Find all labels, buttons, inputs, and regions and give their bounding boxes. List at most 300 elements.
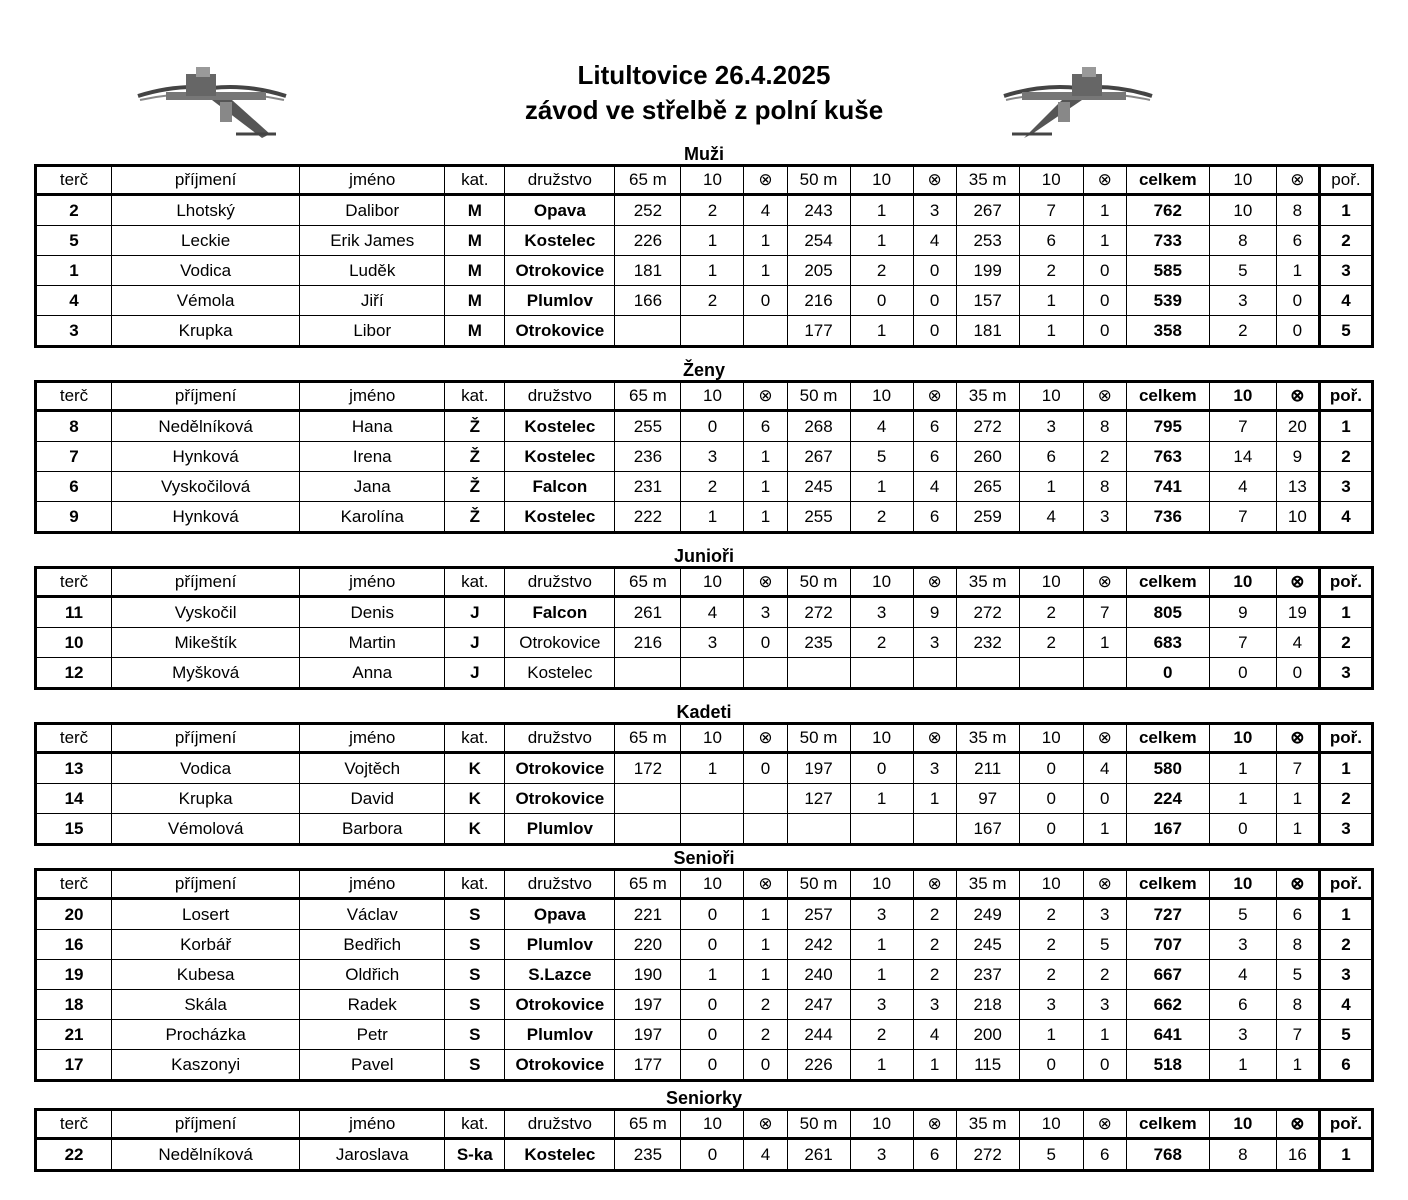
cell-num: 3 <box>850 1139 913 1171</box>
cell-num: 0 <box>681 930 744 960</box>
column-header: 10 <box>1019 870 1083 899</box>
cell-terc: 15 <box>36 814 112 845</box>
column-header: ⊗ <box>744 382 787 411</box>
cell-x: 1 <box>744 502 787 533</box>
cell-firstname: Luděk <box>300 256 445 286</box>
cell-rank: 4 <box>1319 502 1372 533</box>
cell-num: 5 <box>850 442 913 472</box>
cell-x: 1 <box>1083 195 1126 226</box>
cell-surname: Kubesa <box>112 960 300 990</box>
cell-num: 1 <box>1019 472 1083 502</box>
column-header: družstvo <box>505 568 615 597</box>
cell-num: 10 <box>1209 195 1276 226</box>
column-header: 65 m <box>615 724 681 753</box>
cell-cat: Ž <box>445 472 505 502</box>
results-table <box>34 868 1374 1082</box>
cell-terc: 18 <box>36 990 112 1020</box>
category-title: Muži <box>684 144 724 164</box>
cell-x: 0 <box>1083 256 1126 286</box>
table-row <box>36 226 1373 256</box>
cell-firstname: Anna <box>300 658 445 689</box>
cell-num: 0 <box>681 990 744 1020</box>
cell-num: 9 <box>1209 597 1276 628</box>
cell-num <box>681 814 744 845</box>
column-header: terč <box>36 1110 112 1139</box>
cell-xx: 0 <box>1276 316 1319 347</box>
cell-x: 8 <box>1083 411 1126 442</box>
column-header: 10 <box>1209 870 1276 899</box>
cell-num: 245 <box>956 930 1019 960</box>
column-header: jméno <box>300 724 445 753</box>
cell-firstname: Barbora <box>300 814 445 845</box>
table-row <box>36 990 1373 1020</box>
cell-surname: Vémolová <box>112 814 300 845</box>
cell-x: 3 <box>744 597 787 628</box>
cell-terc: 2 <box>36 195 112 226</box>
cell-terc: 6 <box>36 472 112 502</box>
cell-rank: 1 <box>1319 899 1372 930</box>
cell-num: 0 <box>681 899 744 930</box>
cell-num: 254 <box>787 226 850 256</box>
category-section <box>34 702 1374 846</box>
cell-x <box>744 316 787 347</box>
cell-num: 166 <box>615 286 681 316</box>
cell-num: 2 <box>1209 316 1276 347</box>
cell-total: 727 <box>1126 899 1209 930</box>
cell-num: 1 <box>1019 286 1083 316</box>
column-header: ⊗ <box>913 166 956 195</box>
cell-x: 3 <box>1083 899 1126 930</box>
cell-team: Otrokovice <box>505 256 615 286</box>
cell-x <box>1083 658 1126 689</box>
cell-total: 585 <box>1126 256 1209 286</box>
cell-num: 272 <box>956 597 1019 628</box>
table-header-row <box>36 870 1373 899</box>
cell-num: 272 <box>787 597 850 628</box>
table-row <box>36 411 1373 442</box>
cell-surname: Hynková <box>112 442 300 472</box>
cell-firstname: Oldřich <box>300 960 445 990</box>
cell-terc: 12 <box>36 658 112 689</box>
column-header: ⊗ <box>1083 724 1126 753</box>
cell-firstname: Dalibor <box>300 195 445 226</box>
cell-num: 267 <box>787 442 850 472</box>
column-header: ⊗ <box>913 382 956 411</box>
cell-firstname: Libor <box>300 316 445 347</box>
column-header: družstvo <box>505 870 615 899</box>
cell-xx: 1 <box>1276 256 1319 286</box>
cell-num <box>956 658 1019 689</box>
cell-surname: Hynková <box>112 502 300 533</box>
cell-x: 1 <box>744 442 787 472</box>
cell-cat: J <box>445 597 505 628</box>
category-title: Junioři <box>673 546 734 566</box>
cell-num <box>681 316 744 347</box>
cell-num: 115 <box>956 1050 1019 1081</box>
cell-surname: Nedělníková <box>112 411 300 442</box>
cell-terc: 14 <box>36 784 112 814</box>
cell-num: 5 <box>1209 899 1276 930</box>
cell-num: 3 <box>681 628 744 658</box>
cell-num: 2 <box>681 286 744 316</box>
cell-cat: K <box>445 784 505 814</box>
cell-cat: S <box>445 960 505 990</box>
column-header: příjmení <box>112 724 300 753</box>
table-row <box>36 286 1373 316</box>
cell-team: Otrokovice <box>505 316 615 347</box>
cell-team: Plumlov <box>505 1020 615 1050</box>
cell-num: 181 <box>615 256 681 286</box>
cell-num: 3 <box>1019 990 1083 1020</box>
cell-num: 2 <box>1019 960 1083 990</box>
cell-surname: Nedělníková <box>112 1139 300 1171</box>
cell-num: 242 <box>787 930 850 960</box>
category-section <box>34 1088 1374 1172</box>
cell-team: Plumlov <box>505 814 615 845</box>
cell-num: 127 <box>787 784 850 814</box>
cell-num: 1 <box>850 472 913 502</box>
column-header: příjmení <box>112 568 300 597</box>
cell-num: 200 <box>956 1020 1019 1050</box>
cell-x: 6 <box>1083 1139 1126 1171</box>
cell-num: 2 <box>681 472 744 502</box>
table-row <box>36 960 1373 990</box>
table-row <box>36 784 1373 814</box>
cell-num <box>1019 658 1083 689</box>
cell-num: 1 <box>681 502 744 533</box>
cell-cat: S-ka <box>445 1139 505 1171</box>
cell-total: 733 <box>1126 226 1209 256</box>
cell-xx: 9 <box>1276 442 1319 472</box>
cell-num: 222 <box>615 502 681 533</box>
cell-xx: 13 <box>1276 472 1319 502</box>
cell-num: 211 <box>956 753 1019 784</box>
cell-surname: Krupka <box>112 784 300 814</box>
cell-x: 0 <box>744 1050 787 1081</box>
cell-num: 252 <box>615 195 681 226</box>
cell-x <box>744 814 787 845</box>
cell-x: 1 <box>913 1050 956 1081</box>
column-header: 35 m <box>956 382 1019 411</box>
category-title: Ženy <box>682 360 725 380</box>
cell-rank: 1 <box>1319 195 1372 226</box>
cell-x: 1 <box>1083 814 1126 845</box>
results-table <box>34 722 1374 846</box>
cell-x: 1 <box>1083 226 1126 256</box>
cell-team: Plumlov <box>505 930 615 960</box>
cell-team: Falcon <box>505 472 615 502</box>
cell-x <box>744 658 787 689</box>
column-header: 10 <box>1019 1110 1083 1139</box>
category-section <box>34 360 1374 534</box>
cell-num: 181 <box>956 316 1019 347</box>
cell-num: 237 <box>956 960 1019 990</box>
cell-team: Kostelec <box>505 442 615 472</box>
cell-terc: 4 <box>36 286 112 316</box>
cell-x: 0 <box>744 628 787 658</box>
cell-num: 226 <box>787 1050 850 1081</box>
cell-rank: 3 <box>1319 256 1372 286</box>
cell-num: 6 <box>1019 226 1083 256</box>
cell-cat: M <box>445 256 505 286</box>
cell-num <box>681 784 744 814</box>
table-row <box>36 628 1373 658</box>
cell-surname: Vodica <box>112 753 300 784</box>
column-header: ⊗ <box>1083 568 1126 597</box>
cell-cat: Ž <box>445 411 505 442</box>
cell-num: 3 <box>850 990 913 1020</box>
cell-surname: Myšková <box>112 658 300 689</box>
cell-total: 763 <box>1126 442 1209 472</box>
cell-x: 6 <box>913 411 956 442</box>
cell-rank: 1 <box>1319 753 1372 784</box>
cell-num: 1 <box>681 753 744 784</box>
cell-total: 518 <box>1126 1050 1209 1081</box>
cell-num: 268 <box>787 411 850 442</box>
cell-num: 172 <box>615 753 681 784</box>
cell-terc: 16 <box>36 930 112 960</box>
column-header: družstvo <box>505 166 615 195</box>
cell-num: 2 <box>1019 930 1083 960</box>
column-header: kat. <box>445 568 505 597</box>
cell-cat: M <box>445 286 505 316</box>
cell-terc: 19 <box>36 960 112 990</box>
cell-team: Opava <box>505 195 615 226</box>
crossbow-icon <box>1002 62 1154 142</box>
cell-total: 762 <box>1126 195 1209 226</box>
cell-num <box>615 316 681 347</box>
column-header: 35 m <box>956 724 1019 753</box>
table-header-row <box>36 382 1373 411</box>
column-header: 10 <box>850 568 913 597</box>
cell-num: 177 <box>787 316 850 347</box>
cell-surname: Skála <box>112 990 300 1020</box>
column-header: terč <box>36 382 112 411</box>
column-header: družstvo <box>505 382 615 411</box>
column-header: ⊗ <box>1276 382 1319 411</box>
column-header: 10 <box>1209 382 1276 411</box>
cell-num: 167 <box>956 814 1019 845</box>
column-header: 35 m <box>956 568 1019 597</box>
cell-total: 167 <box>1126 814 1209 845</box>
cell-terc: 1 <box>36 256 112 286</box>
cell-firstname: Václav <box>300 899 445 930</box>
cell-firstname: Jiří <box>300 286 445 316</box>
cell-num <box>850 814 913 845</box>
cell-num <box>615 658 681 689</box>
cell-x: 3 <box>913 990 956 1020</box>
cell-x: 0 <box>1083 784 1126 814</box>
cell-num: 1 <box>1209 1050 1276 1081</box>
cell-num: 3 <box>850 597 913 628</box>
cell-rank: 2 <box>1319 930 1372 960</box>
table-row <box>36 1139 1373 1171</box>
cell-num: 1 <box>850 960 913 990</box>
cell-xx: 20 <box>1276 411 1319 442</box>
cell-rank: 4 <box>1319 990 1372 1020</box>
cell-rank: 5 <box>1319 1020 1372 1050</box>
cell-x: 1 <box>744 472 787 502</box>
cell-surname: Procházka <box>112 1020 300 1050</box>
cell-xx: 10 <box>1276 502 1319 533</box>
cell-num: 157 <box>956 286 1019 316</box>
cell-x: 6 <box>913 442 956 472</box>
cell-firstname: Petr <box>300 1020 445 1050</box>
cell-num: 1 <box>850 226 913 256</box>
cell-x: 1 <box>1083 1020 1126 1050</box>
cell-firstname: Vojtěch <box>300 753 445 784</box>
column-header: ⊗ <box>1083 1110 1126 1139</box>
cell-x: 1 <box>744 226 787 256</box>
column-header: ⊗ <box>744 724 787 753</box>
cell-num: 216 <box>615 628 681 658</box>
cell-x: 2 <box>913 899 956 930</box>
cell-num: 1 <box>1209 784 1276 814</box>
column-header: 65 m <box>615 568 681 597</box>
cell-terc: 20 <box>36 899 112 930</box>
column-header: 10 <box>850 166 913 195</box>
cell-num: 226 <box>615 226 681 256</box>
cell-num: 177 <box>615 1050 681 1081</box>
cell-rank: 2 <box>1319 226 1372 256</box>
cell-total: 768 <box>1126 1139 1209 1171</box>
cell-team: Otrokovice <box>505 990 615 1020</box>
cell-num: 7 <box>1019 195 1083 226</box>
cell-x: 3 <box>913 753 956 784</box>
cell-cat: S <box>445 930 505 960</box>
table-row <box>36 930 1373 960</box>
cell-cat: S <box>445 1050 505 1081</box>
cell-num: 1 <box>850 784 913 814</box>
cell-num: 261 <box>615 597 681 628</box>
cell-num: 2 <box>1019 256 1083 286</box>
cell-x: 3 <box>1083 502 1126 533</box>
cell-cat: K <box>445 753 505 784</box>
column-header: ⊗ <box>1276 724 1319 753</box>
column-header: 35 m <box>956 166 1019 195</box>
cell-num: 0 <box>1209 658 1276 689</box>
cell-total: 580 <box>1126 753 1209 784</box>
column-header: ⊗ <box>1276 166 1319 195</box>
category-title: Seniorky <box>665 1088 743 1108</box>
cell-rank: 2 <box>1319 784 1372 814</box>
cell-x: 0 <box>744 286 787 316</box>
cell-num: 199 <box>956 256 1019 286</box>
column-header: 50 m <box>787 1110 850 1139</box>
cell-num: 8 <box>1209 226 1276 256</box>
cell-team: S.Lazce <box>505 960 615 990</box>
column-header: ⊗ <box>1276 1110 1319 1139</box>
cell-firstname: David <box>300 784 445 814</box>
cell-num: 245 <box>787 472 850 502</box>
column-header: 50 m <box>787 870 850 899</box>
cell-surname: Vodica <box>112 256 300 286</box>
cell-num: 3 <box>850 899 913 930</box>
cell-num: 0 <box>1019 814 1083 845</box>
cell-x <box>744 784 787 814</box>
cell-num: 0 <box>681 411 744 442</box>
cell-num <box>787 658 850 689</box>
column-header: 65 m <box>615 1110 681 1139</box>
cell-num: 1 <box>850 1050 913 1081</box>
column-header: terč <box>36 870 112 899</box>
cell-num: 1 <box>681 256 744 286</box>
cell-num: 0 <box>681 1020 744 1050</box>
cell-total: 0 <box>1126 658 1209 689</box>
column-header: ⊗ <box>744 870 787 899</box>
cell-xx: 4 <box>1276 628 1319 658</box>
cell-xx: 7 <box>1276 1020 1319 1050</box>
category-title: Senioři <box>673 848 735 868</box>
column-header: 10 <box>681 166 744 195</box>
cell-xx: 0 <box>1276 658 1319 689</box>
cell-firstname: Hana <box>300 411 445 442</box>
cell-terc: 21 <box>36 1020 112 1050</box>
table-row <box>36 597 1373 628</box>
cell-x: 1 <box>744 960 787 990</box>
cell-terc: 11 <box>36 597 112 628</box>
column-header: 65 m <box>615 870 681 899</box>
cell-num: 260 <box>956 442 1019 472</box>
cell-total: 641 <box>1126 1020 1209 1050</box>
column-header: ⊗ <box>744 166 787 195</box>
table-header-row <box>36 1110 1373 1139</box>
cell-team: Opava <box>505 899 615 930</box>
cell-num: 221 <box>615 899 681 930</box>
cell-xx: 8 <box>1276 990 1319 1020</box>
cell-total: 736 <box>1126 502 1209 533</box>
cell-num: 7 <box>1209 628 1276 658</box>
cell-total: 805 <box>1126 597 1209 628</box>
cell-rank: 3 <box>1319 814 1372 845</box>
cell-team: Falcon <box>505 597 615 628</box>
column-header: 10 <box>681 568 744 597</box>
column-header: celkem <box>1126 724 1209 753</box>
cell-num: 1 <box>1019 1020 1083 1050</box>
column-header: 65 m <box>615 166 681 195</box>
cell-num: 2 <box>850 502 913 533</box>
cell-num: 220 <box>615 930 681 960</box>
cell-x: 9 <box>913 597 956 628</box>
results-table <box>34 1108 1374 1172</box>
table-row <box>36 472 1373 502</box>
cell-terc: 22 <box>36 1139 112 1171</box>
cell-num: 1 <box>850 195 913 226</box>
cell-surname: Lhotský <box>112 195 300 226</box>
cell-num: 244 <box>787 1020 850 1050</box>
cell-x: 4 <box>913 472 956 502</box>
cell-rank: 1 <box>1319 597 1372 628</box>
cell-x: 1 <box>744 930 787 960</box>
cell-x: 2 <box>913 930 956 960</box>
cell-firstname: Jaroslava <box>300 1139 445 1171</box>
cell-num: 7 <box>1209 411 1276 442</box>
cell-x: 1 <box>913 784 956 814</box>
column-header: ⊗ <box>913 870 956 899</box>
cell-num: 205 <box>787 256 850 286</box>
column-header: ⊗ <box>913 1110 956 1139</box>
cell-num: 259 <box>956 502 1019 533</box>
column-header: jméno <box>300 1110 445 1139</box>
cell-terc: 10 <box>36 628 112 658</box>
cell-num <box>615 814 681 845</box>
column-header: příjmení <box>112 1110 300 1139</box>
cell-num: 1 <box>1019 316 1083 347</box>
cell-rank: 2 <box>1319 628 1372 658</box>
cell-surname: Kaszonyi <box>112 1050 300 1081</box>
cell-x: 2 <box>1083 442 1126 472</box>
results-table <box>34 380 1374 534</box>
